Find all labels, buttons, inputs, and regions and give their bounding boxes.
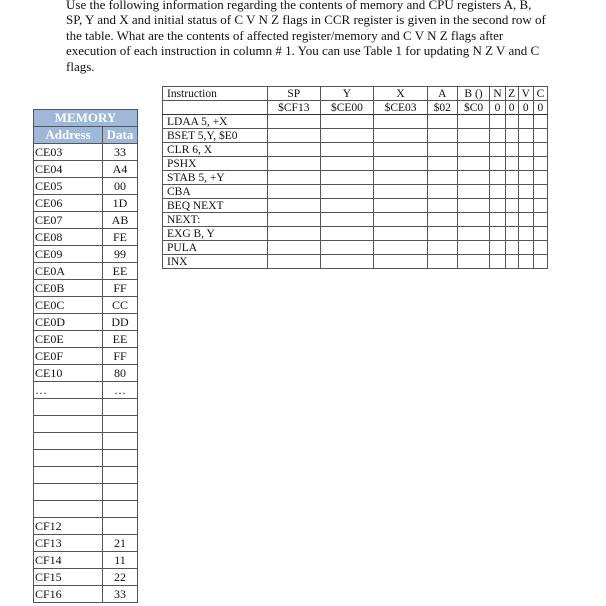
memory-row xyxy=(34,280,138,297)
answer-cell xyxy=(374,213,428,227)
memory-data: DD xyxy=(103,314,138,331)
answer-cell xyxy=(320,255,374,269)
answer-cell xyxy=(374,241,428,255)
answer-cell xyxy=(374,129,428,143)
column-header: Instruction xyxy=(163,87,268,101)
initial-value: 0 xyxy=(533,101,547,115)
memory-row xyxy=(34,161,138,178)
memory-data: 33 xyxy=(103,144,138,161)
instruction-row xyxy=(163,227,548,241)
memory-address xyxy=(34,416,103,433)
answer-cell xyxy=(490,171,505,185)
memory-data: CC xyxy=(103,297,138,314)
answer-cell xyxy=(518,213,533,227)
answer-cell xyxy=(427,241,457,255)
memory-address: CE0B xyxy=(34,280,103,297)
instruction-table xyxy=(162,86,548,269)
memory-address: CE04 xyxy=(34,161,103,178)
answer-cell xyxy=(320,171,374,185)
answer-cell xyxy=(320,143,374,157)
memory-table xyxy=(33,109,138,603)
instruction-row xyxy=(163,115,548,129)
column-header: A xyxy=(427,87,457,101)
instruction-row xyxy=(163,255,548,269)
memory-row xyxy=(34,433,138,450)
memory-row xyxy=(34,416,138,433)
memory-row xyxy=(34,467,138,484)
initial-value: $02 xyxy=(427,101,457,115)
answer-cell xyxy=(457,115,490,129)
memory-data xyxy=(103,518,138,535)
answer-cell xyxy=(320,185,374,199)
memory-row xyxy=(34,195,138,212)
memory-row xyxy=(34,586,138,603)
instruction-row xyxy=(163,199,548,213)
answer-cell xyxy=(427,171,457,185)
answer-cell xyxy=(505,143,518,157)
memory-address: CE05 xyxy=(34,178,103,195)
memory-address: CE0C xyxy=(34,297,103,314)
memory-data xyxy=(103,450,138,467)
initial-value: 0 xyxy=(518,101,533,115)
answer-cell xyxy=(533,199,547,213)
memory-row xyxy=(34,450,138,467)
column-header: V xyxy=(518,87,533,101)
answer-cell xyxy=(374,185,428,199)
instruction-body xyxy=(163,87,548,269)
answer-cell xyxy=(490,157,505,171)
answer-cell xyxy=(490,227,505,241)
answer-cell xyxy=(533,115,547,129)
memory-data: 11 xyxy=(103,552,138,569)
column-header: Z xyxy=(505,87,518,101)
answer-cell xyxy=(268,241,321,255)
answer-cell xyxy=(457,171,490,185)
answer-cell xyxy=(320,157,374,171)
memory-data: 22 xyxy=(103,569,138,586)
memory-address: CF13 xyxy=(34,535,103,552)
answer-cell xyxy=(268,199,321,213)
memory-row xyxy=(34,484,138,501)
answer-cell xyxy=(374,199,428,213)
initial-value: $CF13 xyxy=(268,101,321,115)
answer-cell xyxy=(320,213,374,227)
memory-row xyxy=(34,229,138,246)
initial-value: 0 xyxy=(505,101,518,115)
instruction-header-row xyxy=(163,87,548,101)
instruction-name: BSET 5,Y, $E0 xyxy=(163,129,268,143)
memory-address: … xyxy=(34,382,103,399)
answer-cell xyxy=(533,227,547,241)
memory-row xyxy=(34,365,138,382)
initial-values-row xyxy=(163,101,548,115)
instruction-name: PSHX xyxy=(163,157,268,171)
answer-cell xyxy=(374,227,428,241)
answer-cell xyxy=(457,213,490,227)
instruction-row xyxy=(163,129,548,143)
answer-cell xyxy=(268,213,321,227)
initial-value: $C0 xyxy=(457,101,490,115)
memory-address: CF12 xyxy=(34,518,103,535)
answer-cell xyxy=(268,157,321,171)
memory-address: CE09 xyxy=(34,246,103,263)
answer-cell xyxy=(320,227,374,241)
memory-row xyxy=(34,552,138,569)
answer-cell xyxy=(427,213,457,227)
memory-row xyxy=(34,399,138,416)
memory-data xyxy=(103,416,138,433)
answer-cell xyxy=(518,255,533,269)
answer-cell xyxy=(457,143,490,157)
answer-cell xyxy=(533,157,547,171)
instruction-row xyxy=(163,143,548,157)
answer-cell xyxy=(533,185,547,199)
answer-cell xyxy=(490,185,505,199)
answer-cell xyxy=(320,115,374,129)
memory-data: FE xyxy=(103,229,138,246)
answer-cell xyxy=(505,115,518,129)
memory-address: CF16 xyxy=(34,586,103,603)
answer-cell xyxy=(374,255,428,269)
memory-data: 99 xyxy=(103,246,138,263)
initial-value: $CE03 xyxy=(374,101,428,115)
memory-address: CE03 xyxy=(34,144,103,161)
memory-row xyxy=(34,263,138,280)
answer-cell xyxy=(490,255,505,269)
answer-cell xyxy=(505,129,518,143)
initial-value: $CE00 xyxy=(320,101,374,115)
answer-cell xyxy=(518,115,533,129)
memory-data: 1D xyxy=(103,195,138,212)
answer-cell xyxy=(268,129,321,143)
memory-data xyxy=(103,467,138,484)
answer-cell xyxy=(457,185,490,199)
answer-cell xyxy=(533,129,547,143)
memory-data xyxy=(103,484,138,501)
answer-cell xyxy=(427,227,457,241)
answer-cell xyxy=(505,213,518,227)
memory-row xyxy=(34,246,138,263)
initial-value xyxy=(163,101,268,115)
column-header: X xyxy=(374,87,428,101)
memory-body xyxy=(34,144,138,603)
instruction-row xyxy=(163,185,548,199)
answer-cell xyxy=(427,129,457,143)
memory-data: AB xyxy=(103,212,138,229)
answer-cell xyxy=(505,199,518,213)
answer-cell xyxy=(268,255,321,269)
memory-row xyxy=(34,382,138,399)
memory-address: CE0A xyxy=(34,263,103,280)
memory-data xyxy=(103,501,138,518)
answer-cell xyxy=(505,227,518,241)
answer-cell xyxy=(457,227,490,241)
memory-data: FF xyxy=(103,280,138,297)
memory-data: … xyxy=(103,382,138,399)
answer-cell xyxy=(518,227,533,241)
instruction-name: STAB 5, +Y xyxy=(163,171,268,185)
answer-cell xyxy=(490,199,505,213)
answer-cell xyxy=(457,241,490,255)
memory-row xyxy=(34,535,138,552)
memory-address xyxy=(34,433,103,450)
answer-cell xyxy=(518,171,533,185)
answer-cell xyxy=(490,115,505,129)
answer-cell xyxy=(427,115,457,129)
memory-data: A4 xyxy=(103,161,138,178)
memory-data xyxy=(103,399,138,416)
instruction-name: CBA xyxy=(163,185,268,199)
memory-row xyxy=(34,569,138,586)
answer-cell xyxy=(518,185,533,199)
memory-data: EE xyxy=(103,331,138,348)
memory-address xyxy=(34,484,103,501)
answer-cell xyxy=(457,199,490,213)
answer-cell xyxy=(457,129,490,143)
instruction-name: INX xyxy=(163,255,268,269)
memory-data: 80 xyxy=(103,365,138,382)
memory-data: 00 xyxy=(103,178,138,195)
answer-cell xyxy=(268,227,321,241)
instruction-name: BEQ NEXT xyxy=(163,199,268,213)
memory-address xyxy=(34,450,103,467)
instruction-name: NEXT: xyxy=(163,213,268,227)
memory-address: CE07 xyxy=(34,212,103,229)
memory-data: EE xyxy=(103,263,138,280)
answer-cell xyxy=(320,199,374,213)
memory-title: MEMORY xyxy=(34,110,138,127)
answer-cell xyxy=(518,157,533,171)
column-header: C xyxy=(533,87,547,101)
memory-address: CE06 xyxy=(34,195,103,212)
answer-cell xyxy=(374,157,428,171)
column-header: SP xyxy=(268,87,321,101)
answer-cell xyxy=(268,185,321,199)
answer-cell xyxy=(320,129,374,143)
answer-cell xyxy=(490,213,505,227)
answer-cell xyxy=(427,143,457,157)
instruction-name: CLR 6, X xyxy=(163,143,268,157)
answer-cell xyxy=(533,255,547,269)
memory-row xyxy=(34,331,138,348)
answer-cell xyxy=(533,171,547,185)
memory-address: CE08 xyxy=(34,229,103,246)
answer-cell xyxy=(374,171,428,185)
memory-address: CE10 xyxy=(34,365,103,382)
initial-value: 0 xyxy=(490,101,505,115)
answer-cell xyxy=(427,157,457,171)
answer-cell xyxy=(427,185,457,199)
answer-cell xyxy=(533,143,547,157)
answer-cell xyxy=(490,241,505,255)
answer-cell xyxy=(427,199,457,213)
answer-cell xyxy=(427,255,457,269)
instruction-row xyxy=(163,213,548,227)
column-header: Y xyxy=(320,87,374,101)
column-header: N xyxy=(490,87,505,101)
memory-data: 33 xyxy=(103,586,138,603)
instruction-name: PULA xyxy=(163,241,268,255)
memory-address: CE0D xyxy=(34,314,103,331)
memory-address xyxy=(34,467,103,484)
answer-cell xyxy=(490,129,505,143)
memory-data xyxy=(103,433,138,450)
memory-row xyxy=(34,178,138,195)
answer-cell xyxy=(505,157,518,171)
memory-address: CE0F xyxy=(34,348,103,365)
memory-row xyxy=(34,518,138,535)
question-text: Use the following information regarding the contents of memory and CPU registers A, B, SP, Y and X and initial status of C V N Z flags in CCR register is given in the second row of the table. What are the contents of affected register/memory and C V N Z flags after execution of each instruction in column # 1. You can use Table 1 for updating N Z V and C flags. xyxy=(66,0,546,74)
answer-cell xyxy=(505,185,518,199)
answer-cell xyxy=(505,241,518,255)
answer-cell xyxy=(457,255,490,269)
instruction-row xyxy=(163,157,548,171)
memory-row xyxy=(34,212,138,229)
memory-data: FF xyxy=(103,348,138,365)
memory-row xyxy=(34,297,138,314)
memory-row xyxy=(34,501,138,518)
answer-cell xyxy=(268,171,321,185)
answer-cell xyxy=(374,115,428,129)
memory-row xyxy=(34,314,138,331)
instruction-name: LDAA 5, +X xyxy=(163,115,268,129)
instruction-row xyxy=(163,241,548,255)
instruction-name: EXG B, Y xyxy=(163,227,268,241)
answer-cell xyxy=(518,199,533,213)
data-header: Data xyxy=(103,127,138,144)
answer-cell xyxy=(505,255,518,269)
memory-row xyxy=(34,348,138,365)
answer-cell xyxy=(518,143,533,157)
memory-address: CF14 xyxy=(34,552,103,569)
memory-row xyxy=(34,144,138,161)
memory-address xyxy=(34,501,103,518)
memory-address: CE0E xyxy=(34,331,103,348)
column-header: B () xyxy=(457,87,490,101)
instruction-row xyxy=(163,171,548,185)
memory-address xyxy=(34,399,103,416)
answer-cell xyxy=(518,241,533,255)
answer-cell xyxy=(533,241,547,255)
answer-cell xyxy=(374,143,428,157)
answer-cell xyxy=(268,115,321,129)
answer-cell xyxy=(268,143,321,157)
address-header: Address xyxy=(34,127,103,144)
answer-cell xyxy=(533,213,547,227)
memory-address: CF15 xyxy=(34,569,103,586)
memory-data: 21 xyxy=(103,535,138,552)
answer-cell xyxy=(457,157,490,171)
answer-cell xyxy=(320,241,374,255)
answer-cell xyxy=(518,129,533,143)
answer-cell xyxy=(490,143,505,157)
answer-cell xyxy=(505,171,518,185)
